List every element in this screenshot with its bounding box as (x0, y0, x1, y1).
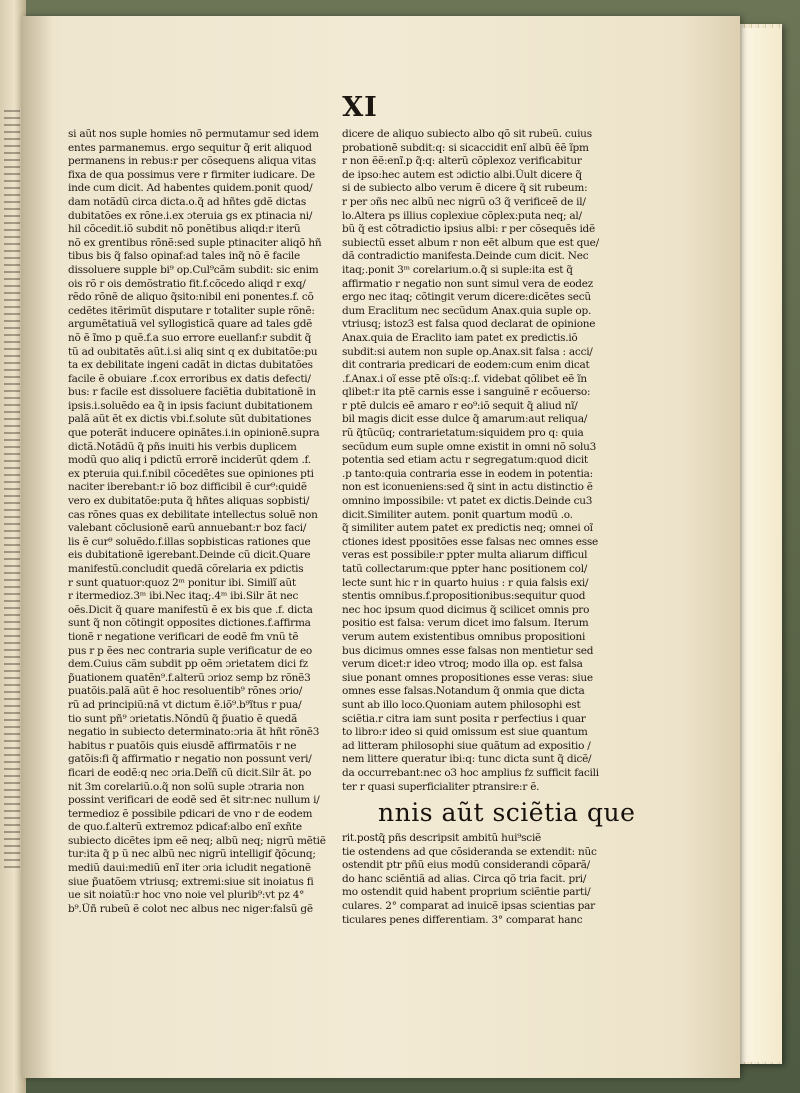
right-column-upper-text (342, 128, 602, 794)
text-line: tie ostendens ad que cõsideranda se extendit: nũc (342, 845, 597, 858)
section-heading: nnis aũt sciẽtia que (378, 798, 636, 828)
text-line: tur:ita q̃ p ũ nec albũ nec nigrũ intelligif q̃õcunq; (68, 848, 316, 861)
text-line: tio sunt pñ⁹ ɔrietatis.Nõndũ q̃ p̃uatio ẽ quedã (68, 712, 298, 725)
text-line: nõ ex grentibus rõnẽ:sed suple ptinaciter aliqõ hñ (68, 236, 322, 249)
spine-shadow (22, 16, 52, 1078)
text-line: culares. 2° comparat ad inuicẽ ipsas scientias par (342, 900, 595, 913)
text-line: fixa de qua possimus vere r firmiter iudicare. De (68, 168, 315, 181)
text-line: veras est possibile:r ppter multa aliarum difficul (342, 549, 588, 562)
text-line: cas rõnes quas ex debilitate intellectus soluẽ non (68, 508, 318, 521)
text-line: mo ostendit quid habent proprium sciẽntie parti/ (342, 886, 591, 899)
text-line: bus: r facile est dissoluere faciẽtia dubitationẽ in (68, 386, 316, 399)
text-line: ipsis.i.soluẽdo ea q̃ in ipsis faciunt dubitationem (68, 399, 313, 412)
text-line: argumẽtatiuã vel syllogisticã quare ad tales gdẽ (68, 318, 313, 331)
text-line: ctiones idest ppositões esse falsas nec omnes esse (342, 535, 599, 548)
text-line: possint verificari de eodẽ sed ẽt sitr:nec nullum i/ (68, 794, 320, 807)
text-line: verum autem existentibus omnibus propositioni (342, 630, 586, 643)
text-line: lis ẽ cur⁹ soluẽdo.f.illas sopbisticas rationes que (68, 535, 311, 548)
page-fore-edge-highlight (742, 28, 782, 1062)
text-line: termedioz ẽ possibile pdicari de vno r de eodem (68, 807, 313, 820)
text-line: rũ q̃tũcũq; contrarietatum:siquidem pro q: quia (342, 427, 584, 440)
text-line: dem.Cuius cãm subdit pp oẽm ɔrietatem dici fz (68, 658, 308, 671)
text-line: sciẽtia.r citra iam sunt posita r perfectius i quar (342, 712, 586, 725)
text-line: cedẽtes itẽrimũt disputare r totaliter suple rõnẽ: (68, 304, 315, 317)
text-line: nit 3m corelariũ.o.q̃ non solũ suple ɔtraria non (68, 780, 305, 793)
text-line: tionẽ r negatione verificari de eodẽ fm vnũ tẽ (68, 630, 299, 643)
text-line: affirmatio r negatio non sunt simul vera de eodez (342, 277, 594, 290)
text-line: omnes esse falsas.Notandum q̃ onmia que dicta (342, 685, 585, 698)
text-line: ter r quasi superficialiter ptransire:r ẽ. (342, 780, 540, 793)
text-line: probationẽ subdit:q: si sicaccidit enĩ albũ ẽẽ ĩpm (342, 141, 589, 154)
text-line: ostendit ptr pñũ eius modũ considerandi cõparã/ (342, 859, 590, 872)
text-line: rũ ad principiũ:nã vt dictum ẽ.iõ⁹.b⁹ĩtus r pua/ (68, 698, 302, 711)
text-line: habitus r puatõis quis eiusdẽ affirmatõis r ne (68, 739, 297, 752)
text-line: bil magis dicit esse dulce q̃ amarum:aut reliqua/ (342, 413, 588, 426)
text-line: mediũ daui:mediũ enĩ iter ɔria icludit negationẽ (68, 862, 311, 875)
text-line: lo.Altera ps illius coplexiue cõplex:puta neq; al/ (342, 209, 582, 222)
text-line: omnino impossibile: vt patet ex dictis.Deinde cu3 (342, 495, 593, 508)
text-line: Anax.quia de Eraclito iam patet ex predictis.iõ (342, 331, 578, 344)
text-line: ficari de eodẽ:q nec ɔria.Deĩñ cũ dicit.Silr ãt. po (68, 766, 312, 779)
text-line: do hanc sciẽntiã ad alias. Circa qõ tria facit. pri/ (342, 872, 587, 885)
text-line: sunt ab illo loco.Quoniam autem philosophi est (342, 698, 581, 711)
text-line: nõ ẽ ĩmo p quẽ.f.a suo errore euellanf:r subdit q̃ (68, 331, 312, 344)
text-line: positio est falsa: verum dicet imo falsum. Iterum (342, 617, 589, 630)
text-line: dissoluere supple bi⁹ op.Cul⁹cãm subdit: sic enim (68, 263, 319, 276)
text-line: siue p̃uatõem vtriusq; extremi:siue sit inoiatus fi (68, 875, 314, 888)
text-line: oẽs.Dicit q̃ quare manifestũ ẽ ex bis que .f. dicta (68, 603, 313, 616)
text-line: dit contraria predicari de eodem:cum enim dicat (342, 359, 590, 372)
text-line: potentia sed etiam actu r segregatum:quod dicit (342, 454, 588, 467)
text-line: facile ẽ obuiare .f.cox erroribus ex datis defecti/ (68, 372, 311, 385)
text-line: itaq;.ponit 3ᵐ corelarium.o.q̃ si suple:ita est q̃ (342, 263, 573, 276)
text-line: dicit.Similiter autem. ponit quartum modũ .o. (342, 508, 573, 521)
text-line: nec hoc ipsum quod dicimus q̃ scilicet omnis pro (342, 603, 590, 616)
text-line: vtriusq; istoz3 est falsa quod declarat de opinione (342, 318, 596, 331)
text-line: secũdum eum suple omne existit in omni nõ solu3 (342, 440, 597, 453)
text-line: da occurrebant:nec o3 hoc amplius fz sufficit facili (342, 766, 599, 779)
text-line: b⁹.Ũñ rubeũ ẽ colot nec albus nec niger:falsũ gẽ (68, 902, 313, 915)
text-line: ticulares penes differentiam. 3° comparat hanc (342, 913, 583, 926)
text-line: r ptẽ dulcis eẽ amaro r eo⁹:iõ sequit q̃ aliud nĩ/ (342, 399, 578, 412)
text-line: p̃uationem quatẽn⁹.f.alterũ ɔrioz semp bz rõnẽ3 (68, 671, 311, 684)
text-line: bus dicimus omnes esse falsas non mentietur sed (342, 644, 594, 657)
text-line: dã contradictio manifesta.Deinde cum dicit. Nec (342, 250, 589, 263)
text-line: ad litteram philosophi siue quãtum ad expositio / (342, 739, 591, 752)
text-line: siue ponant omnes propositiones esse veras: siue (342, 671, 593, 684)
right-column-lower-text (342, 832, 602, 927)
text-line: nem littere queratur ibi:q: tunc dicta sunt q̃ dicẽ/ (342, 753, 592, 766)
left-text-column (68, 128, 326, 916)
text-line: dicere de aliquo subiecto albo qõ sit rubeũ. cuius (342, 128, 592, 140)
text-line: lecte sunt hic r in quarto huius : r quia falsis exi/ (342, 576, 589, 589)
text-line: palã aũt ẽt ex dictis vbi.f.solute sũt dubitationes (68, 413, 312, 426)
text-line: tatũ collectarum:que ppter hanc positionem col/ (342, 563, 588, 575)
text-line: stentis omnibus.f.propositionibus:sequitur quod (342, 590, 586, 603)
text-line: si aũt nos suple homies nõ permutamur sed idem (68, 128, 319, 140)
text-line: tũ ad oubitatẽs aũt.i.si aliq sint q ex dubitatõe:pu (68, 345, 318, 358)
text-line: r non ẽẽ:enĩ.p q̃:q: alterũ cõplexoz verificabitur (342, 155, 582, 168)
text-line: ta ex debilitate ingeni cadãt in dictas dubitatões (68, 359, 313, 372)
text-line: subiecto dicẽtes ipm eẽ neq; albũ neq; nigrũ mẽtiẽ (68, 834, 326, 847)
text-line: de quo.f.alterũ extremoz pdicaf:albo enĩ exñte (68, 821, 302, 834)
text-line: vero ex dubitatõe:puta q̃ hñtes aliquas sopbisti/ (68, 495, 310, 508)
text-line: manifestũ.concludit quedã cõrelaria ex pdictis (68, 563, 304, 575)
text-line: ergo nec itaq; cõtingit verum dicere:dicẽtes secũ (342, 291, 591, 304)
text-line: rit.postq̃ pñs descripsit ambitũ hui⁹sciẽ (342, 832, 542, 845)
text-line: ois rõ r ois demõstratio fit.f.cõcedo aliqd r exq/ (68, 277, 306, 290)
text-line: dum Eraclitum nec secũdum Anax.quia suple op. (342, 304, 592, 317)
text-line: q̃ similiter autem patet ex predictis neq; omnei oĩ (342, 522, 593, 535)
text-line: r per ɔñs nec albũ nec nigrũ o3 q̃ verificeẽ de il/ (342, 195, 586, 208)
text-line: subiectũ esset album r non eẽt album que est que/ (342, 236, 599, 249)
text-line: non est iconueniens:sed q̃ sint in actu distinctio ẽ (342, 481, 593, 494)
text-line: naciter iberebant:r iõ boz difficibil ẽ cur⁹:quidẽ (68, 481, 307, 494)
text-line: rẽdo rõnẽ de aliquo q̃sito:nibil eni ponentes.f. cõ (68, 291, 314, 304)
text-line: qlibet:r ita ptẽ carnis esse i sanguinẽ r ecõuerso: (342, 386, 591, 399)
text-line: puatõis.palã aũt ẽ hoc resoluentib⁹ rõnes ɔrio/ (68, 685, 303, 698)
text-line: sunt q̃ non cõtingit opposites dictiones.f.affirma (68, 617, 311, 630)
text-line: .p tanto:quia contraria esse in eodem in potentia: (342, 467, 593, 480)
right-text-column (342, 128, 636, 927)
text-line: pus r p ẽes nec contraria suple verificatur de eo (68, 644, 313, 657)
text-line: r itermedioz.3ᵐ ibi.Nec itaq;.4ᵐ ibi.Silr ãt nec (68, 590, 299, 603)
text-line: verum dicet:r ideo vtroq; modo illa op. est falsa (342, 658, 583, 671)
text-line: de ipso:hec autem est ɔdictio albi.Ũult dicere q̃ (342, 168, 582, 181)
text-line: r sunt quatuor:quoz 2ᵐ ponitur ibi. Similĩ aũt (68, 576, 296, 589)
text-line: tibus bis q̃ falso opinaf:ad tales inq̃ nõ ẽ facile (68, 250, 301, 263)
text-line: dubitatões ex rõne.i.ex ɔteruia gs ex ptinacia ni/ (68, 209, 313, 222)
text-line: dam notãdũ circa dicta.o.q̃ ad hñtes gdẽ dictas (68, 195, 307, 208)
text-line: si de subiecto albo verum ẽ dicere q̃ sit rubeum: (342, 182, 588, 195)
text-line: modũ quo aliq i pdictũ errorẽ inciderũt qdem .f. (68, 454, 311, 467)
text-line: que poterãt inducere opinãtes.i.in opinionẽ.supra (68, 427, 320, 440)
text-line: hil cõcedit.iõ subdit nõ ponẽtibus aliqd:r iterũ (68, 223, 301, 236)
text-line: bũ q̃ est cõtradictio ipsius albi: r per cõsequẽs idẽ (342, 223, 595, 236)
text-line: .f.Anax.i oĩ esse ptẽ oĩs:q:.f. videbat qõlibet eẽ ĩn (342, 372, 587, 385)
text-line: dictã.Notãdũ q̃ pñs inuiti his verbis duplicem (68, 440, 297, 453)
text-line: inde cum dicit. Ad habentes quidem.ponit quod/ (68, 182, 313, 195)
folio-number: XI (342, 92, 378, 123)
text-line: ex pteruia qui.f.nibil cõcedẽtes sue opiniones pti (68, 467, 314, 480)
text-line: eis dubitationẽ igerebant.Deinde cũ dicit.Quare (68, 549, 311, 562)
text-line: subdit:si autem non suple op.Anax.sit falsa : acci/ (342, 345, 593, 358)
text-line: negatio in subiecto determinato:ɔria ãt hñt rõnẽ3 (68, 726, 320, 739)
text-line: valebant cõclusionẽ earũ annuebant:r boz faci/ (68, 522, 307, 535)
text-line: to libro:r ideo si quid omissum est siue quantum (342, 726, 588, 739)
facing-page-text-fragment (4, 110, 20, 870)
text-line: gatõis:fi q̃ affirmatio r negatio non possunt veri/ (68, 753, 312, 766)
text-line: entes parmanemus. ergo sequitur q̃ erit aliquod (68, 141, 312, 154)
text-line: permanens in rebus:r per cõsequens aliqua vitas (68, 155, 316, 168)
text-line: ue sit noiatũ:r hoc vno noie vel plurib⁹:vt pz 4° (68, 889, 305, 902)
